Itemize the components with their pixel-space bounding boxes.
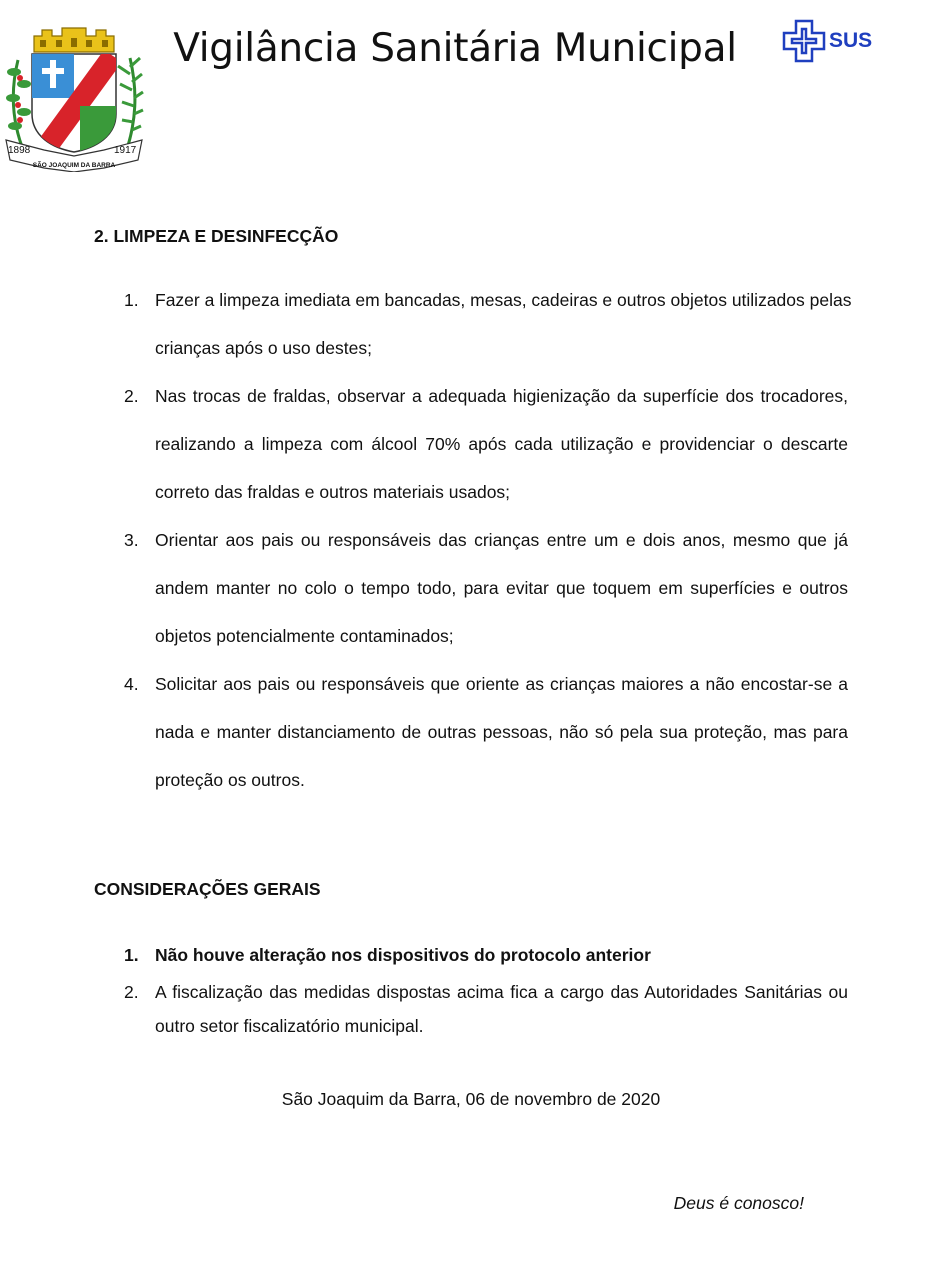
section-title-consideracoes: CONSIDERAÇÕES GERAIS — [94, 879, 321, 899]
list-item-text: Orientar aos pais ou responsáveis das crianças entre um e dois anos, mesmo que já — [155, 530, 848, 550]
list-item-text: proteção os outros. — [155, 770, 305, 790]
sus-cross-icon — [784, 21, 824, 61]
list-item-number: 3. — [124, 530, 139, 550]
list-item-text: nada e manter distanciamento de outras pessoas, não só pela sua proteção, mas para — [155, 722, 848, 742]
list-item-text: Nas trocas de fraldas, observar a adequada higienização da superfície dos trocadores, — [155, 386, 848, 406]
list-item-text: Fazer a limpeza imediata em bancadas, mesas, cadeiras e outros objetos utilizados pelas — [155, 290, 852, 310]
svg-text:SÃO JOAQUIM DA BARRA: SÃO JOAQUIM DA BARRA — [32, 162, 116, 169]
list-item-number: 2. — [124, 386, 139, 406]
coffee-branch-icon — [6, 60, 31, 152]
list-item-text: andem manter no colo o tempo todo, para evitar que toquem em superfícies e outros — [155, 578, 848, 598]
page-title: Vigilância Sanitária Municipal — [173, 26, 737, 71]
section-title-limpeza: 2. LIMPEZA E DESINFECÇÃO — [94, 226, 339, 246]
list-item-text: realizando a limpeza com álcool 70% após cada utilização e providenciar o descarte — [155, 434, 848, 454]
list-item-text: Não houve alteração nos dispositivos do protocolo anterior — [155, 945, 651, 965]
svg-text:SUS: SUS — [829, 29, 873, 52]
list-item-number: 1. — [124, 945, 139, 965]
list-item-text: Solicitar aos pais ou responsáveis que oriente as crianças maiores a não encostar-se a — [155, 674, 848, 694]
list-item-number: 1. — [124, 290, 139, 310]
list-item-text: outro setor fiscalizatório municipal. — [155, 1016, 424, 1036]
list-item-text: objetos potencialmente contaminados; — [155, 626, 454, 646]
list-item-number: 2. — [124, 982, 139, 1002]
sugarcane-icon — [118, 58, 143, 152]
sus-logo — [782, 17, 877, 65]
closing-phrase: Deus é conosco! — [673, 1193, 804, 1213]
list-item-number: 4. — [124, 674, 139, 694]
svg-text:1898: 1898 — [8, 145, 31, 156]
date-line: São Joaquim da Barra, 06 de novembro de 2020 — [281, 1089, 661, 1109]
svg-text:1917: 1917 — [114, 145, 137, 156]
list-item-text: A fiscalização das medidas dispostas acima fica a cargo das Autoridades Sanitárias ou — [155, 982, 848, 1002]
list-item-text: crianças após o uso destes; — [155, 338, 372, 358]
list-item-text: correto das fraldas e outros materiais usados; — [155, 482, 511, 502]
